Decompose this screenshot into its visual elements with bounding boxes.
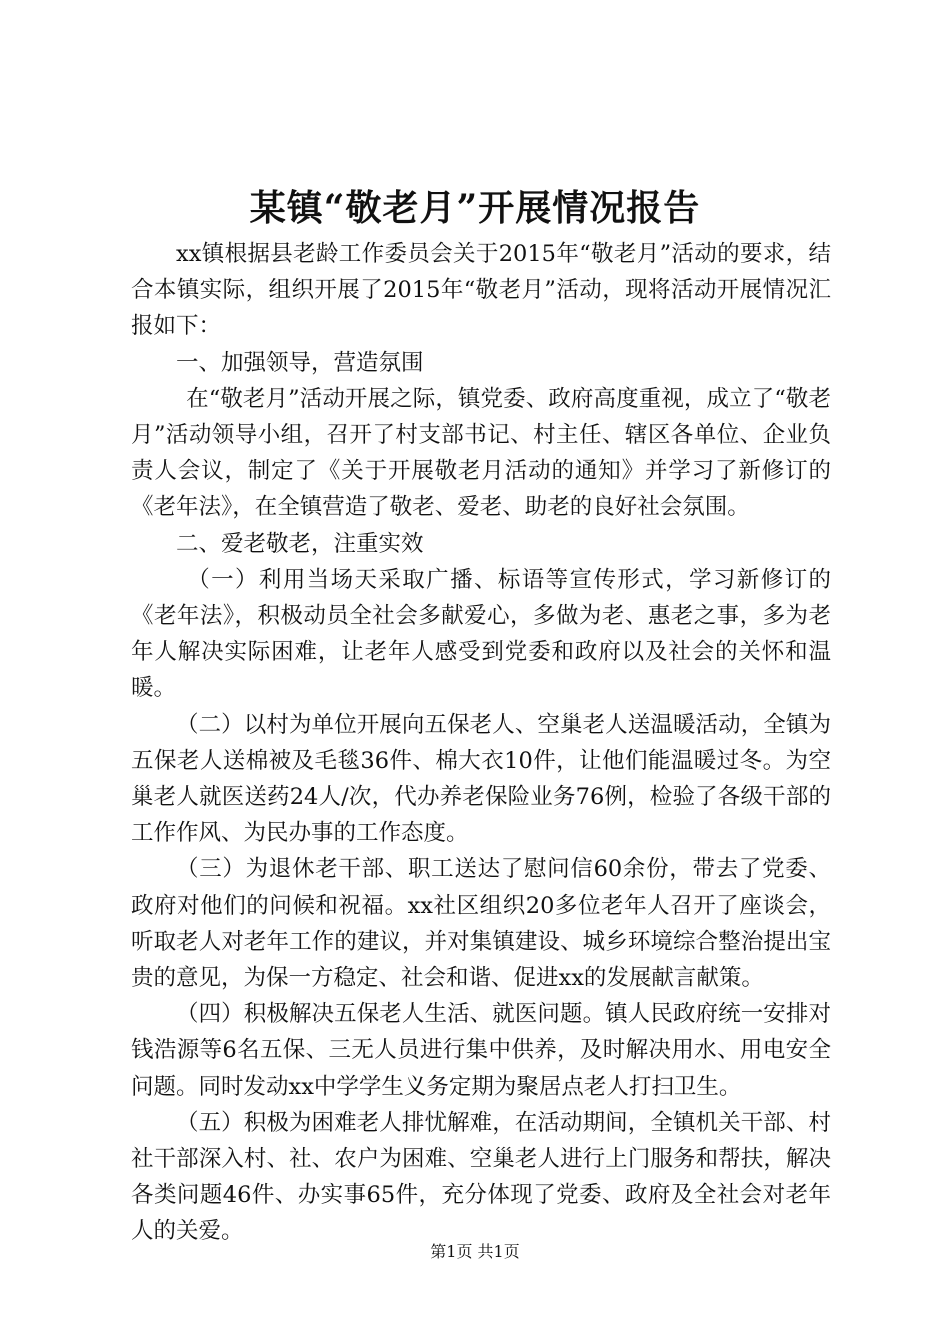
document-body <box>131 236 831 1250</box>
intro-paragraph: xx镇根据县老龄工作委员会关于2015年“敬老月”活动的要求，结合本镇实际，组织开展了2015年“敬老月”活动，现将活动开展情况汇报如下： <box>131 241 831 340</box>
section-heading-1: 一、加强领导，营造氛围 <box>176 349 424 376</box>
section-1-paragraph: 在“敬老月”活动开展之际，镇党委、政府高度重视，成立了“敬老月”活动领导小组，召开了村支部书记、村主任、辖区各单位、企业负责人会议，制定了《关于开展敬老月活动的通知》并学习了新修订的《老年法》，在全镇营造了敬老、爱老、助老的良好社会氛围。 <box>131 385 831 521</box>
section-heading-2: 二、爱老敬老，注重实效 <box>176 530 424 557</box>
item-3-paragraph: （三）为退休老干部、职工送达了慰问信60余份，带去了党委、政府对他们的问候和祝福。xx社区组织20多位老年人召开了座谈会，听取老人对老年工作的建议，并对集镇建设、城乡环境综合整治提出宝贵的意见，为保一方稳定、社会和谐、促进xx的发展献言献策。 <box>131 856 831 992</box>
item-4-paragraph: （四）积极解决五保老人生活、就医问题。镇人民政府统一安排对钱浩源等6名五保、三无人员进行集中供养，及时解决用水、用电安全问题。同时发动xx中学学生义务定期为聚居点老人打扫卫生。 <box>131 1001 831 1100</box>
item-5-paragraph: （五）积极为困难老人排忧解难，在活动期间，全镇机关干部、村社干部深入村、社、农户为困难、空巢老人进行上门服务和帮扶，解决各类问题46件、办实事65件，充分体现了党委、政府及全社会对老年人的关爱。 <box>131 1109 831 1245</box>
item-1-paragraph: （一）利用当场天采取广播、标语等宣传形式，学习新修订的《老年法》，积极动员全社会多献爱心，多做为老、惠老之事，多为老年人解决实际困难，让老年人感受到党委和政府以及社会的关怀和温暖。 <box>131 566 831 702</box>
page-footer: 第1页 共1页 <box>430 1242 520 1261</box>
item-2-paragraph: （二）以村为单位开展向五保老人、空巢老人送温暖活动，全镇为五保老人送棉被及毛毯36件、棉大衣10件，让他们能温暖过冬。为空巢老人就医送药24人/次，代办养老保险业务76例，检验了各级干部的工作作风、为民办事的工作态度。 <box>131 711 831 847</box>
document-title: 某镇“敬老月”开展情况报告 <box>249 187 701 229</box>
